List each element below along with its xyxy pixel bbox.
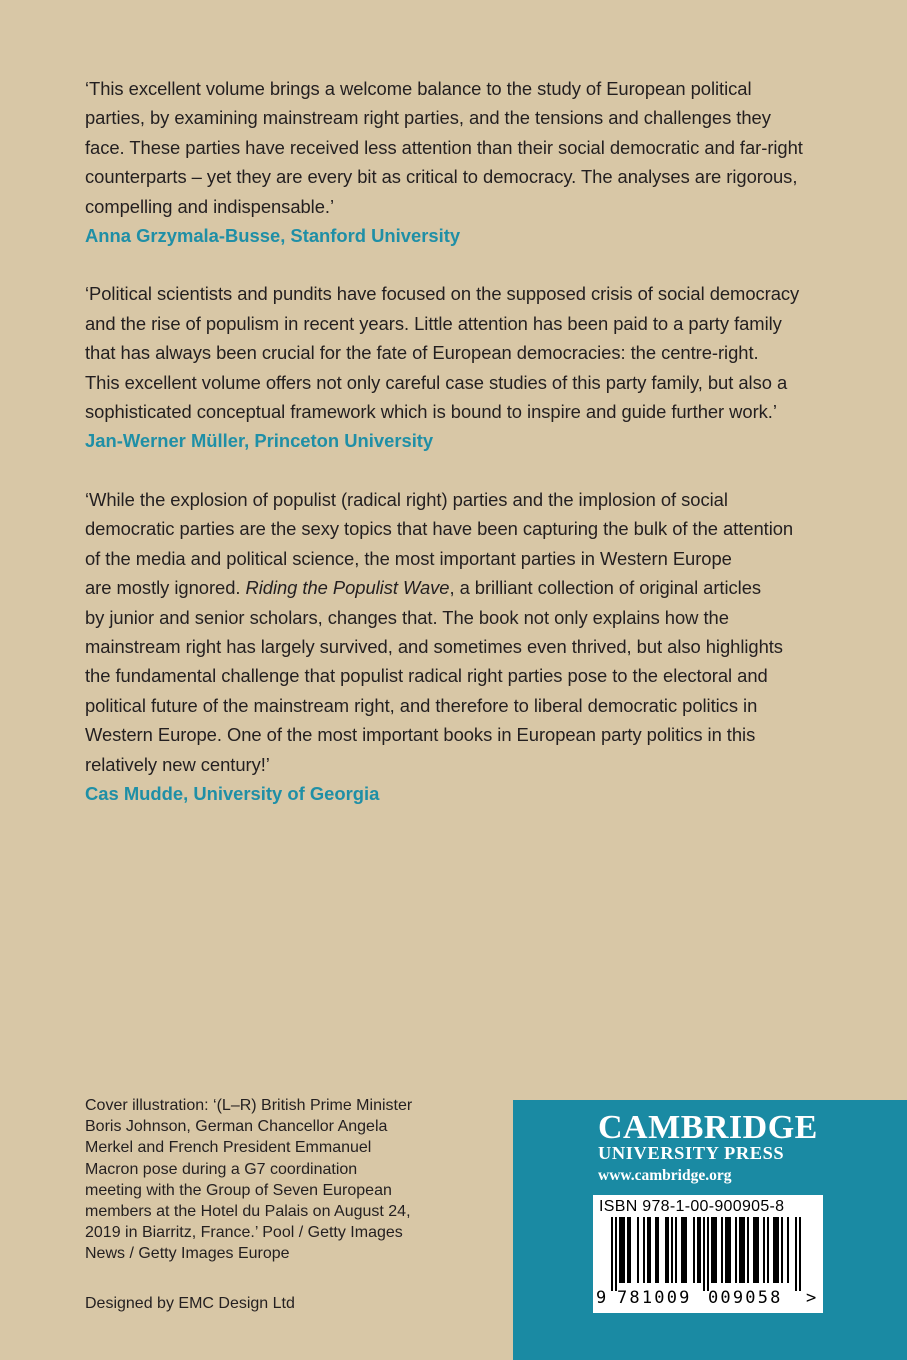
barcode — [593, 1217, 823, 1291]
credit-line: Merkel and French President Emmanuel — [85, 1139, 372, 1157]
barcode-marker: > — [806, 1288, 817, 1308]
barcode-bar — [667, 1217, 669, 1283]
publisher-name: CAMBRIDGE — [598, 1109, 818, 1146]
barcode-panel — [593, 1195, 823, 1313]
barcode-bar — [707, 1217, 709, 1291]
quote-line: counterparts – yet they are every bit as critical to democracy. The analyses are rigorous, — [85, 166, 798, 188]
isbn-label: ISBN 978-1-00-900905-8 — [599, 1198, 785, 1215]
designer-credit: Designed by EMC Design Ltd — [85, 1295, 295, 1312]
barcode-bar — [643, 1217, 645, 1283]
barcode-bar — [753, 1217, 755, 1283]
barcode-bar — [627, 1217, 629, 1283]
barcode-bar — [729, 1217, 731, 1283]
quote-line-with-title — [85, 573, 835, 602]
barcode-bar — [775, 1217, 777, 1283]
barcode-bar — [693, 1217, 695, 1283]
barcode-bar — [763, 1217, 765, 1283]
quote-line: face. These parties have received less attention than their social democratic and far-right — [85, 136, 803, 158]
quote-line: parties, by examining mainstream right parties, and the tensions and challenges they — [85, 107, 771, 129]
barcode-bar — [741, 1217, 743, 1283]
quote-line: that has always been crucial for the fate of European democracies: the centre-right. — [85, 342, 759, 364]
endorsement-1 — [85, 74, 835, 250]
barcode-bar — [711, 1217, 713, 1283]
endorsement-author: Cas Mudde, University of Georgia — [85, 782, 380, 804]
barcode-bar — [739, 1217, 741, 1283]
quote-line: ‘While the explosion of populist (radical right) parties and the implosion of social — [85, 488, 728, 510]
credit-line: News / Getty Images Europe — [85, 1245, 290, 1263]
credit-line: Boris Johnson, German Chancellor Angela — [85, 1118, 388, 1136]
barcode-bar — [757, 1217, 759, 1283]
endorsement-3 — [85, 485, 835, 808]
barcode-digits — [593, 1288, 823, 1310]
barcode-bar — [623, 1217, 625, 1283]
barcode-bar — [747, 1217, 749, 1283]
quote-line: of the media and political science, the most important parties in Western Europe — [85, 547, 732, 569]
barcode-bar — [767, 1217, 769, 1283]
barcode-bar — [683, 1217, 685, 1283]
barcode-bar — [773, 1217, 775, 1283]
barcode-digit-first: 9 — [596, 1288, 607, 1308]
barcode-bar — [675, 1217, 677, 1283]
barcode-bar — [781, 1217, 783, 1283]
barcode-bar — [699, 1217, 701, 1283]
barcode-bar — [629, 1217, 631, 1283]
endorsement-author: Anna Grzymala-Busse, Stanford University — [85, 225, 461, 247]
quote-line: ‘This excellent volume brings a welcome balance to the study of European political — [85, 78, 752, 99]
quote-line: by junior and senior scholars, changes that. The book not only explains how the — [85, 606, 729, 628]
quote-text: are mostly ignored. — [85, 577, 246, 599]
quote-line: Western Europe. One of the most important books in European party politics in this — [85, 724, 756, 746]
endorsements — [85, 74, 835, 837]
barcode-bar — [619, 1217, 621, 1283]
barcode-bar — [681, 1217, 683, 1283]
barcode-bar — [621, 1217, 623, 1283]
barcode-bar — [703, 1217, 705, 1291]
barcode-bar — [611, 1217, 613, 1291]
credit-line: 2019 in Biarritz, France.’ Pool / Getty Images — [85, 1224, 403, 1242]
publisher-subname: UNIVERSITY PRESS — [598, 1143, 785, 1163]
barcode-bar — [735, 1217, 737, 1283]
credit-line: Macron pose during a G7 coordination — [85, 1160, 358, 1178]
barcode-bar — [799, 1217, 801, 1291]
barcode-bar — [777, 1217, 779, 1283]
quote-line: democratic parties are the sexy topics that have been capturing the bulk of the attention — [85, 518, 794, 540]
barcode-bar — [795, 1217, 797, 1291]
barcode-bar — [727, 1217, 729, 1283]
barcode-digits-right: 009058 — [708, 1288, 783, 1308]
barcode-bar — [637, 1217, 639, 1283]
barcode-bar — [713, 1217, 715, 1283]
quote-line: relatively new century!’ — [85, 753, 270, 775]
quote-line: mainstream right has largely survived, and sometimes even thrived, but also highlights — [85, 635, 783, 657]
quote-line: This excellent volume offers not only careful case studies of this party family, but also a — [85, 371, 788, 393]
quote-line: ‘Political scientists and pundits have focused on the supposed crisis of social democracy — [85, 283, 800, 305]
endorsement-2 — [85, 279, 835, 455]
barcode-bar — [697, 1217, 699, 1283]
quote-line: sophisticated conceptual framework which is bound to inspire and guide further work.’ — [85, 401, 777, 423]
barcode-bar — [721, 1217, 723, 1283]
publisher-url: www.cambridge.org — [598, 1167, 732, 1184]
quote-line: the fundamental challenge that populist radical right parties pose to the electoral and — [85, 665, 768, 687]
barcode-bar — [649, 1217, 651, 1283]
barcode-bar — [615, 1217, 617, 1291]
barcode-digits-left: 781009 — [617, 1288, 692, 1308]
barcode-bar — [685, 1217, 687, 1283]
barcode-bar — [647, 1217, 649, 1283]
quote-line: and the rise of populism in recent years. Little attention has been paid to a party family — [85, 312, 782, 334]
barcode-bar — [715, 1217, 717, 1283]
barcode-bar — [655, 1217, 657, 1283]
barcode-bar — [755, 1217, 757, 1283]
barcode-bar — [743, 1217, 745, 1283]
endorsement-author: Jan-Werner Müller, Princeton University — [85, 430, 434, 452]
quote-line: compelling and indispensable.’ — [85, 195, 334, 217]
credit-line: meeting with the Group of Seven European — [85, 1181, 392, 1199]
barcode-bar — [665, 1217, 667, 1283]
cover-illustration-credit — [85, 1095, 457, 1265]
barcode-bar — [671, 1217, 673, 1283]
quote-text: , a brilliant collection of original articles — [449, 577, 762, 599]
publisher-box — [513, 1100, 907, 1360]
barcode-bar — [725, 1217, 727, 1283]
book-title: Riding the Populist Wave — [245, 577, 450, 599]
barcode-bar — [787, 1217, 789, 1283]
barcode-bar — [657, 1217, 659, 1283]
credit-line: members at the Hotel du Palais on August 24, — [85, 1203, 411, 1221]
credit-line: Cover illustration: ‘(L–R) British Prime Minister — [85, 1097, 413, 1114]
quote-line: political future of the mainstream right, and therefore to liberal democratic politics in — [85, 694, 758, 716]
